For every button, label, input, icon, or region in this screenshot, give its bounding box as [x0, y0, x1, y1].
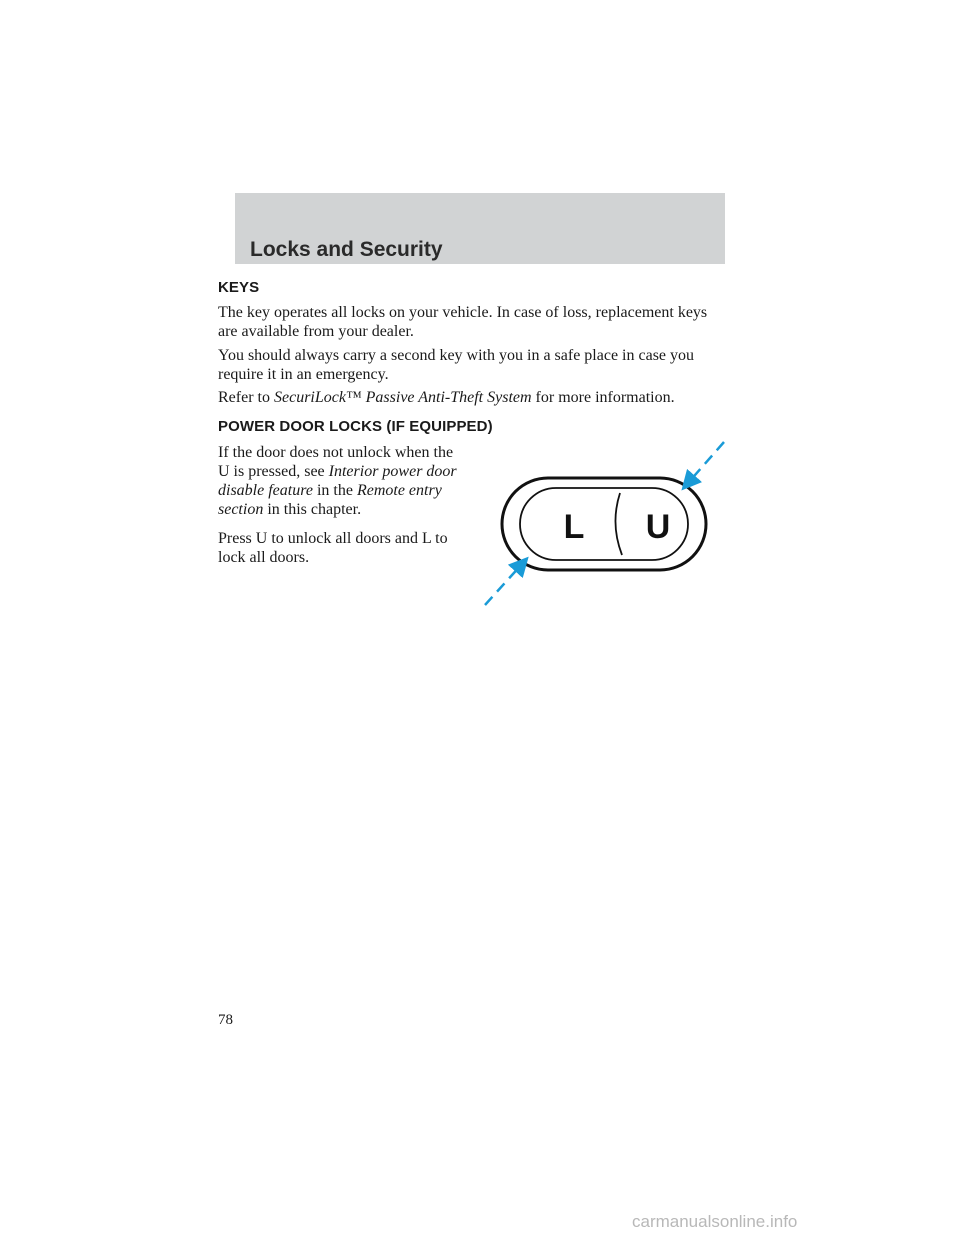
- power-locks-paragraph-1: [218, 443, 468, 519]
- lock-label: L: [563, 508, 585, 546]
- lock-switch-illustration: [470, 430, 740, 615]
- section-header-band: [235, 193, 725, 264]
- keys-paragraph-3: [218, 388, 738, 407]
- switch-housing-outer: [502, 478, 706, 570]
- securilock-reference: SecuriLock™ Passive Anti-Theft System: [273, 389, 532, 406]
- unlock-label: U: [645, 508, 671, 546]
- lock-pointer-arrow: [485, 564, 522, 605]
- page-number: 78: [218, 1012, 233, 1028]
- keys-p3-prefix: Refer to: [218, 389, 274, 406]
- rocker-divider: [615, 493, 622, 555]
- remote-entry-reference: Remote entry section: [218, 482, 442, 518]
- power-lock-switch-figure: [470, 430, 740, 615]
- interior-disable-reference: Interior power door disable feature: [218, 463, 457, 499]
- keys-paragraph-1: The key operates all locks on your vehicle. In case of loss, replacement keys are available from your dealer.: [218, 304, 708, 340]
- watermark[interactable]: carmanualsonline.info: [632, 1212, 798, 1231]
- pdl-p1-c: in this chapter.: [263, 501, 362, 518]
- pdl-p1-a: If the door does not unlock when the U is pressed, see: [218, 444, 454, 480]
- pdl-p1-b: in the: [312, 482, 357, 499]
- unlock-pointer-arrow: [688, 442, 724, 483]
- power-door-locks-heading: POWER DOOR LOCKS (IF EQUIPPED): [218, 418, 493, 435]
- keys-heading: KEYS: [218, 279, 260, 296]
- section-title: Locks and Security: [250, 238, 443, 261]
- keys-p3-suffix: for more information.: [531, 389, 675, 406]
- keys-paragraph-2: You should always carry a second key with you in a safe place in case you require it in an emergency.: [218, 347, 695, 383]
- power-locks-paragraph-2: Press U to unlock all doors and L to lock all doors.: [218, 530, 448, 566]
